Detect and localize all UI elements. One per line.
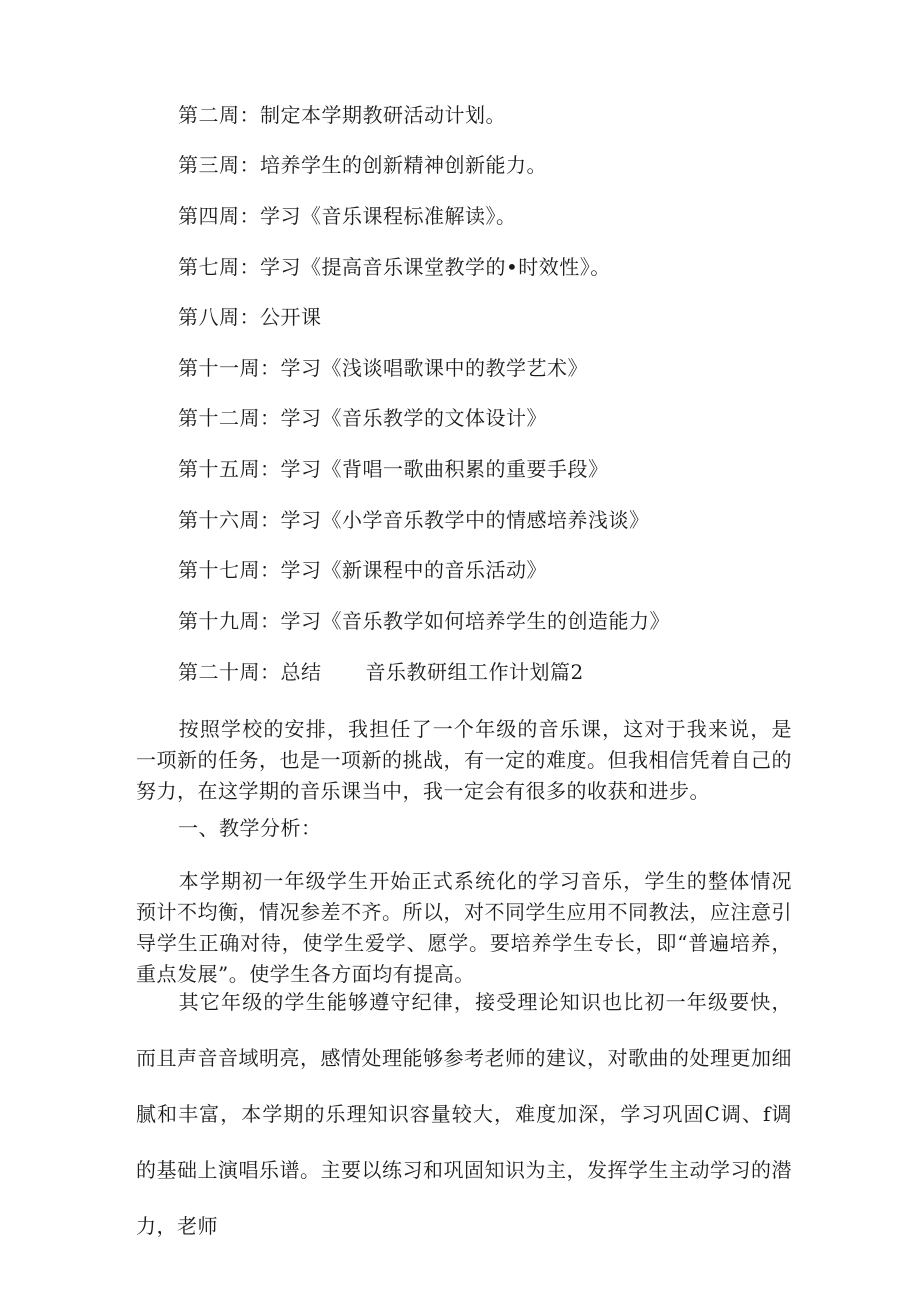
section-title: 音乐教研组工作计划篇2 [365, 660, 584, 684]
analysis-paragraph [136, 866, 792, 990]
schedule-week-11: 第十一周：学习《浅谈唱歌课中的教学艺术》 [178, 356, 588, 380]
schedule-week-17: 第十七周：学习《新课程中的音乐活动》 [178, 558, 547, 582]
schedule-week-16: 第十六周：学习《小学音乐教学中的情感培养浅谈》 [178, 508, 650, 532]
analysis-paragraph-text: 本学期初一年级学生开始正式系统化的学习音乐，学生的整体情况预计不均衡，情况参差不齐。所以，对不同学生应用不同教法，应注意引导学生正确对待，使学生爱学、愿学。要培养学生专长，即“普遍培养，重点发展”。使学生各方面均有提高。 [136, 869, 792, 986]
schedule-week-3: 第三周：培养学生的创新精神创新能力。 [178, 153, 547, 177]
schedule-week-20: 第二十周：总结 [178, 660, 322, 684]
schedule-week-7: 第七周：学习《提高音乐课堂教学的•时效性》。 [178, 255, 611, 279]
schedule-week-12: 第十二周：学习《音乐教学的文体设计》 [178, 406, 547, 430]
schedule-week-4: 第四周：学习《音乐课程标准解读》。 [178, 204, 517, 228]
schedule-week-15: 第十五周：学习《背唱一歌曲积累的重要手段》 [178, 457, 609, 481]
intro-paragraph-text: 按照学校的安排，我担任了一个年级的音乐课，这对于我来说，是一项新的任务，也是一项新的挑战，有一定的难度。但我相信凭着自己的努力，在这学期的音乐课当中，我一定会有很多的收获和进步。 [136, 717, 792, 803]
schedule-week-19: 第十九周：学习《音乐教学如何培养学生的创造能力》 [178, 609, 670, 633]
schedule-week-8: 第八周：公开课 [178, 305, 322, 329]
other-grades-paragraph-text: 其它年级的学生能够遵守纪律，接受理论知识也比初一年级要快，而且声音音域明亮，感情处理能够参考老师的建议，对歌曲的处理更加细腻和丰富，本学期的乐理知识容量较大，难度加深，学习巩固C调、f调的基础上演唱乐谱。主要以练习和巩固知识为主，发挥学生主动学习的潜力，老师 [136, 990, 792, 1238]
schedule-week-20-row [178, 660, 584, 684]
heading-teaching-analysis: 一、教学分析： [178, 816, 322, 840]
intro-paragraph [136, 714, 792, 807]
schedule-week-2: 第二周：制定本学期教研活动计划。 [178, 103, 506, 127]
other-grades-paragraph [136, 974, 792, 1254]
